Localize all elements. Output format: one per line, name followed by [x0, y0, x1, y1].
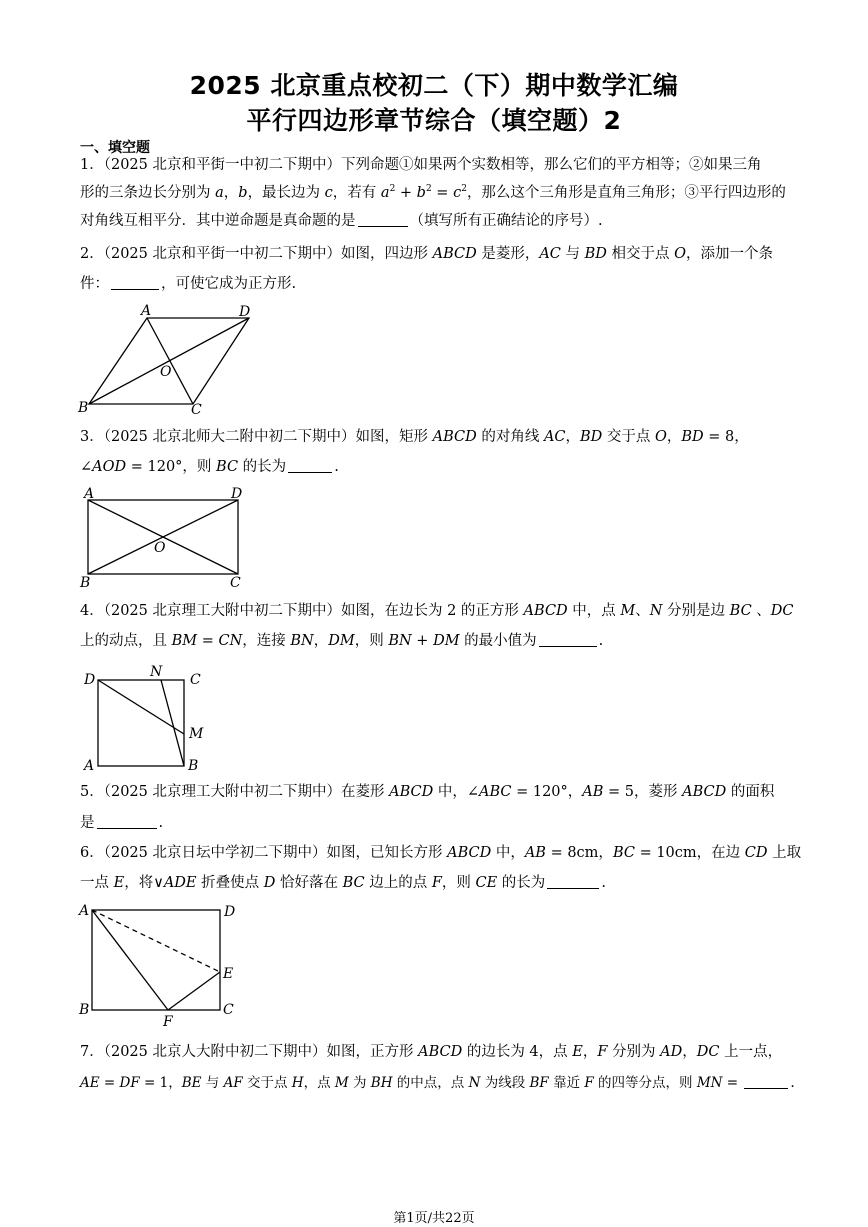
- label-b: B: [80, 575, 91, 591]
- label-b: B: [78, 400, 89, 416]
- figure-rectangle: [78, 483, 258, 593]
- label-m: M: [189, 726, 204, 742]
- q4-line1: 4．（2025 北京理工大附中初二下期中）如图，在边长为 2 的正方形 ABCD 中，点 M、N 分别是边 BC 、DC: [80, 603, 794, 619]
- q3-line1: 3．（2025 北京北师大二附中初二下期中）如图，矩形 ABCD 的对角线 AC，BD 交于点 O，BD = 8，: [80, 429, 749, 445]
- q4-line2: 上的动点，且 BM = CN，连接 BN，DM，则 BN + DM 的最小值为 .: [80, 633, 604, 649]
- segment-bn: [161, 680, 184, 766]
- label-n: N: [150, 664, 163, 680]
- label-d: D: [224, 904, 236, 920]
- label-c: C: [190, 672, 201, 688]
- label-d: D: [84, 672, 96, 688]
- q7-line1: 7．（2025 北京人大附中初二下期中）如图，正方形 ABCD 的边长为 4，点 E，F 分别为 AD，DC 上一点，: [80, 1044, 783, 1060]
- q2-line1: 2．（2025 北京和平街一中初二下期中）如图，四边形 ABCD 是菱形，AC 与 BD 相交于点 O，添加一个条: [80, 246, 774, 262]
- q1-equation: $a^2 + b^2 = c^2$: [380, 184, 467, 201]
- label-o: O: [154, 540, 166, 556]
- figure-rhombus: [78, 302, 268, 422]
- answer-blank[interactable]: [539, 632, 597, 647]
- answer-blank[interactable]: [97, 814, 157, 829]
- q1-line2: 形的三条边长分别为 a，b，最长边为 c，若有 $a^2 + b^2 = c^2$，那么这个三角形是直角三角形；③平行四边形的: [80, 184, 786, 201]
- q1-line3: 对角线互相平分．其中逆命题是真命题的是 （填写所有正确结论的序号）.: [80, 213, 603, 229]
- label-o: O: [160, 364, 172, 380]
- q6-line2: 一点 E，将∨ADE 折叠使点 D 恰好落在 BC 边上的点 F，则 CE 的长为 .: [80, 875, 606, 891]
- label-c: C: [230, 575, 241, 591]
- square-outline: [98, 680, 184, 766]
- label-c: C: [223, 1002, 234, 1018]
- figure-fold-rectangle: [78, 900, 248, 1030]
- q5-line2: 是 .: [80, 815, 164, 831]
- label-a: A: [84, 486, 95, 502]
- label-d: D: [231, 486, 243, 502]
- fold-line-ae: [92, 910, 220, 972]
- label-f: F: [163, 1014, 173, 1030]
- segment-dm: [98, 680, 184, 734]
- segment-af: [92, 910, 168, 1010]
- label-a: A: [141, 303, 152, 319]
- answer-blank[interactable]: [288, 458, 332, 473]
- answer-blank[interactable]: [111, 275, 159, 290]
- label-c: C: [191, 402, 202, 418]
- section-heading: 一、填空题: [80, 140, 150, 156]
- label-b: B: [188, 758, 199, 774]
- label-a: A: [84, 758, 95, 774]
- page-subtitle: 平行四边形章节综合（填空题）2: [246, 106, 622, 135]
- q7-line2: AE = DF = 1，BE 与 AF 交于点 H，点 M 为 BH 的中点，点 N 为线段 BF 靠近 F 的四等分点，则 MN = .: [80, 1075, 795, 1091]
- q3-line2: ∠AOD = 120°，则 BC 的长为 .: [80, 459, 339, 475]
- label-e: E: [223, 966, 234, 982]
- label-b: B: [79, 1002, 90, 1018]
- q6-line1: 6．（2025 北京日坛中学初二下期中）如图，已知长方形 ABCD 中，AB = 8cm，BC = 10cm，在边 CD 上取: [80, 845, 802, 861]
- label-a: A: [79, 903, 90, 919]
- answer-blank[interactable]: [547, 874, 599, 889]
- answer-blank[interactable]: [744, 1074, 788, 1089]
- answer-blank[interactable]: [358, 212, 408, 227]
- diagonal-bd: [89, 318, 249, 404]
- figure-square: [82, 660, 212, 774]
- q5-line1: 5．（2025 北京理工大附中初二下期中）在菱形 ABCD 中，∠ABC = 120°，AB = 5，菱形 ABCD 的面积: [80, 784, 775, 800]
- q2-line2: 件： ，可使它成为正方形.: [80, 276, 297, 292]
- page-footer: 第1页/共22页: [393, 1211, 475, 1226]
- q1-line1: 1．（2025 北京和平街一中初二下期中）下列命题①如果两个实数相等，那么它们的平方相等；②如果三角: [80, 157, 762, 173]
- segment-fe: [168, 972, 220, 1010]
- label-d: D: [239, 304, 251, 320]
- page-title: 2025 北京重点校初二（下）期中数学汇编: [189, 71, 679, 100]
